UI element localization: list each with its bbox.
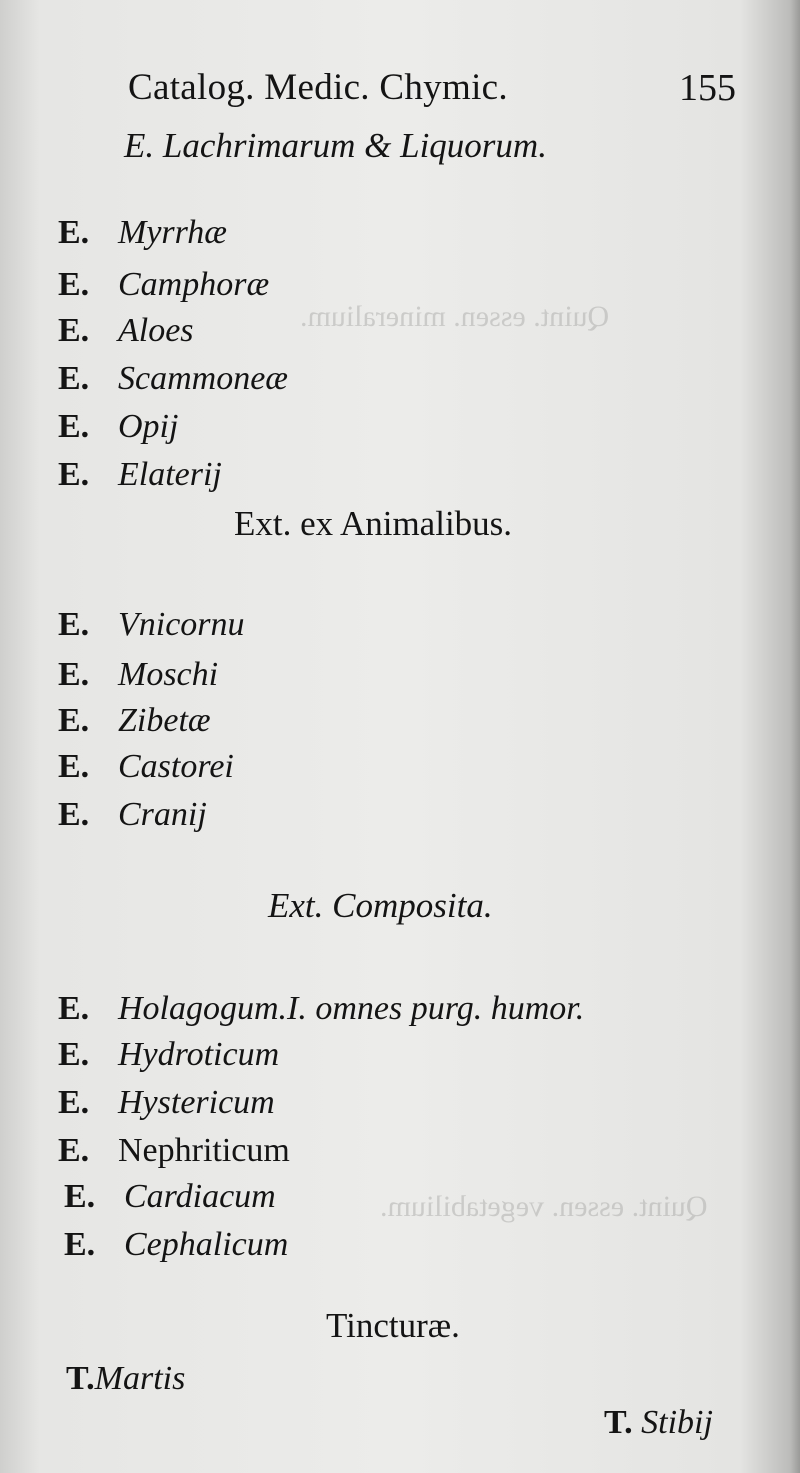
entry (58, 606, 245, 644)
section-heading: Tincturæ. (326, 1306, 460, 1345)
entry (64, 1178, 276, 1216)
entry (64, 1226, 288, 1264)
entry (58, 748, 234, 786)
entry-abbreviation: E. (58, 990, 90, 1027)
entry (58, 408, 178, 446)
entry-name: Hystericum (118, 1084, 275, 1121)
entry (58, 266, 269, 304)
entry-name: Hydroticum (118, 1036, 280, 1073)
entry-name: Zibetæ (118, 702, 211, 739)
entry-abbreviation: E. (58, 456, 90, 493)
entry-name: Castorei (118, 748, 234, 785)
entry-name: Opij (118, 408, 179, 445)
entry-abbreviation: T. (604, 1404, 633, 1441)
page-header (128, 66, 748, 116)
entry-name: Stibij (641, 1404, 713, 1441)
entry-abbreviation: E. (58, 312, 90, 349)
entry-abbreviation: E. (64, 1178, 96, 1215)
entry-name: Martis (94, 1360, 186, 1397)
section-heading: Ext. ex Animalibus. (234, 504, 513, 543)
entry-name: Nephriticum (118, 1132, 290, 1169)
entry-abbreviation: E. (58, 796, 90, 833)
tincture-entry (604, 1404, 713, 1442)
entry (58, 1036, 279, 1074)
entry (58, 796, 207, 834)
entry-abbreviation: E. (58, 408, 90, 445)
section-heading: Ext. Composita. (268, 886, 493, 925)
entry-name: Cardiacum (124, 1178, 276, 1215)
entry-abbreviation: E. (58, 1084, 90, 1121)
entry (58, 1132, 290, 1170)
entry-abbreviation: E. (64, 1226, 96, 1263)
entry-name: Vnicornu (118, 606, 245, 643)
entry (58, 1084, 275, 1122)
entry-abbreviation: T. (66, 1360, 95, 1397)
show-through-text: Quint. essen. mineralium. (300, 300, 610, 333)
entry-name: Cephalicum (124, 1226, 289, 1263)
entry-name: Scammoneæ (118, 360, 288, 397)
entry-name: Myrrhæ (118, 214, 227, 251)
entry-abbreviation: E. (58, 266, 90, 303)
entry-name: Camphoræ (118, 266, 270, 303)
entry-abbreviation: E. (58, 748, 90, 785)
entry-abbreviation: E. (58, 1036, 90, 1073)
entry-abbreviation: E. (58, 360, 90, 397)
entry (58, 360, 288, 398)
section-heading: E. Lachrimarum & Liquorum. (124, 126, 547, 165)
entry-abbreviation: E. (58, 702, 90, 739)
tincture-entry (66, 1360, 185, 1398)
entry (58, 702, 211, 740)
entry-abbreviation: E. (58, 214, 90, 251)
running-title: Catalog. Medic. Chymic. (128, 67, 508, 108)
entry-name: Aloes (118, 312, 194, 349)
entry-name: Elaterij (118, 456, 222, 493)
entry-name: Holagogum.I. omnes purg. humor. (118, 990, 585, 1027)
entry-abbreviation: E. (58, 656, 90, 693)
page-number: 155 (679, 67, 736, 109)
entry (58, 456, 222, 494)
entry-abbreviation: E. (58, 1132, 90, 1169)
entry-abbreviation: E. (58, 606, 90, 643)
show-through-text: Quint. essen. vegetabilium. (380, 1190, 708, 1223)
entry (58, 990, 584, 1028)
entry (58, 312, 194, 350)
entry (58, 656, 218, 694)
entry-name: Moschi (118, 656, 219, 693)
entry (58, 214, 227, 252)
entry-name: Cranij (118, 796, 207, 833)
